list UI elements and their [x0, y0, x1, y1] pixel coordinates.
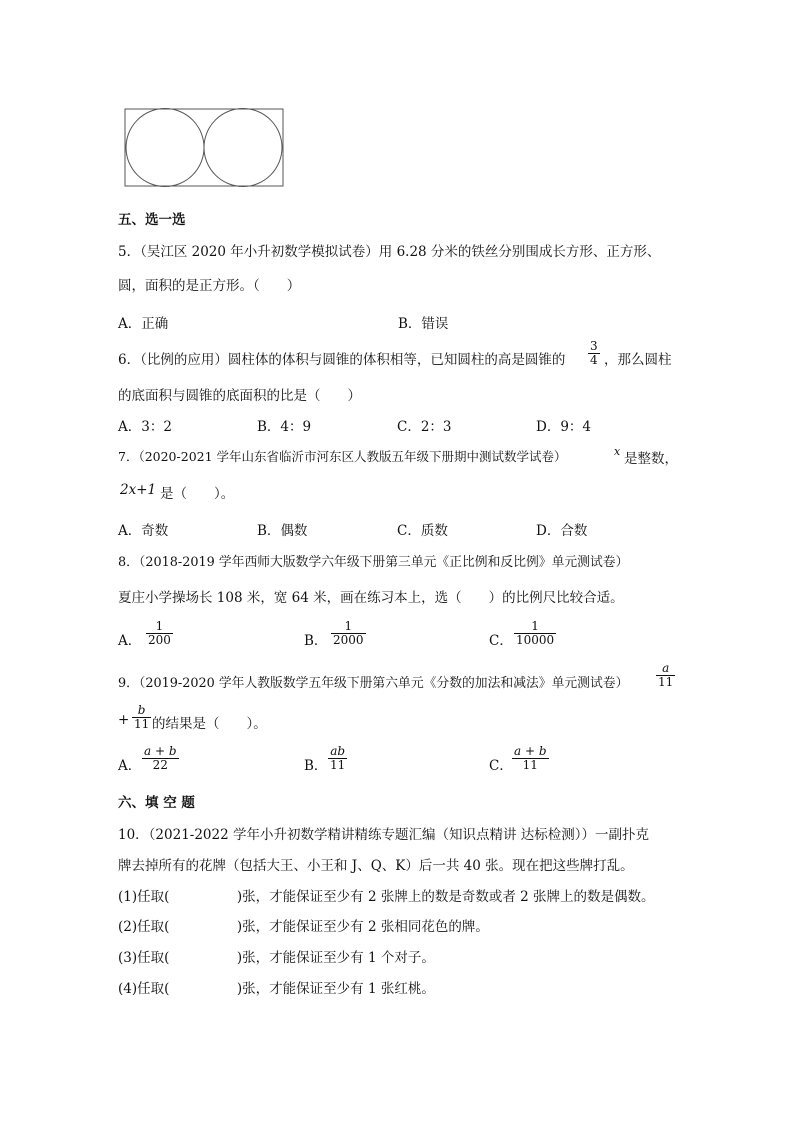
q7-var-x: x [614, 445, 621, 458]
q6-option-d[interactable]: D．9：4 [536, 419, 592, 435]
q8-option-a-label[interactable]: A． [118, 633, 142, 649]
q6-fraction: $\frac{3}{4}$ [590, 339, 598, 367]
q10-line1: 10．（2021-2022 学年小升初数学精讲精练专题汇编（知识点精讲 达标检测））一副扑克 [118, 827, 650, 843]
q9-option-b-fraction[interactable]: $\frac{ab}{11}$ [330, 744, 346, 772]
q9-fraction-b: $\frac{b}{11}$ [134, 703, 150, 731]
q8-option-a-fraction[interactable]: $\frac{1}{200}$ [148, 619, 171, 647]
q10-item-2[interactable]: (2)任取( )张，才能保证至少有 2 张相同花色的牌。 [118, 919, 489, 935]
q5-option-a[interactable]: A．正确 [118, 316, 169, 332]
q9-option-c-label[interactable]: C． [489, 758, 513, 774]
q6-line2: 的底面积与圆锥的底面积的比是（ ） [118, 388, 361, 404]
q7-expression: 2x+1 [120, 482, 157, 498]
q8-option-c-label[interactable]: C． [489, 633, 513, 649]
q8-option-b-label[interactable]: B． [304, 633, 328, 649]
q9-option-a-fraction[interactable]: $\frac{a + b}{22}$ [144, 744, 177, 772]
q6-option-a[interactable]: A．3：2 [118, 419, 172, 435]
q10-line2: 牌去掉所有的花牌（包括大王、小王和 J、Q、K）后一共 40 张。现在把这些牌打乱。 [118, 858, 634, 874]
q6-line1: 6．（比例的应用）圆柱体的体积与圆锥的体积相等，已知圆柱的高是圆锥的 [118, 352, 566, 368]
q7-option-c[interactable]: C．质数 [397, 523, 448, 539]
q7-line2-post: 是（ ）。 [160, 486, 235, 502]
q8-line2: 夏庄小学操场长 108 米，宽 64 米，画在练习本上，选（ ）的比例尺比较合适。 [118, 590, 624, 606]
q6-option-b[interactable]: B．4：9 [257, 419, 312, 435]
q5-line2: 圆，面积的是正方形。（ ） [118, 278, 301, 294]
q7-option-b[interactable]: B．偶数 [257, 523, 308, 539]
q6-line1-post: ，那么圆柱 [604, 352, 672, 368]
q7-option-a[interactable]: A．奇数 [118, 523, 169, 539]
figure-circle-right [204, 109, 282, 187]
q10-item-3[interactable]: (3)任取( )张，才能保证至少有 1 个对子。 [118, 950, 435, 966]
q9-fraction-a: $\frac{a}{11}$ [658, 661, 674, 689]
section5-title: 五、选一选 [118, 212, 186, 228]
q7-line1: 7．（2020-2021 学年山东省临沂市河东区人教版五年级下册期中测试数学试卷） [118, 449, 567, 464]
q10-item-1[interactable]: (1)任取( )张，才能保证至少有 2 张牌上的数是奇数或者 2 张牌上的数是偶数。 [118, 889, 655, 905]
q7-option-d[interactable]: D．合数 [536, 523, 588, 539]
figure-circle-left [126, 109, 204, 187]
q9-line2-post: 的结果是（ ）。 [152, 716, 267, 732]
q8-line1: 8．（2018-2019 学年西师大版数学六年级下册第三单元《正比例和反比例》单元测试卷） [118, 555, 629, 570]
q9-option-c-fraction[interactable]: $\frac{a + b}{11}$ [514, 744, 547, 772]
circles-figure [124, 108, 286, 188]
q10-item-4[interactable]: (4)任取( )张，才能保证至少有 1 张红桃。 [118, 981, 435, 997]
q5-option-b[interactable]: B．错误 [398, 316, 449, 332]
q9-plus: + [118, 712, 130, 728]
q9-line1: 9．（2019-2020 学年人教版数学五年级下册第六单元《分数的加法和减法》单元测试卷） [118, 676, 629, 691]
q8-option-b-fraction[interactable]: $\frac{1}{2000}$ [333, 619, 364, 647]
q6-option-c[interactable]: C．2：3 [397, 419, 452, 435]
q5-line1: 5．（吴江区 2020 年小升初数学模拟试卷）用 6.28 分米的铁丝分别围成长方形、正方形、 [118, 244, 661, 260]
q7-line1-post: 是整数， [624, 451, 678, 467]
q9-option-b-label[interactable]: B． [304, 758, 328, 774]
q9-option-a-label[interactable]: A． [118, 758, 142, 774]
section6-title: 六、填 空 题 [118, 795, 195, 811]
q8-option-c-fraction[interactable]: $\frac{1}{10000}$ [516, 619, 555, 647]
